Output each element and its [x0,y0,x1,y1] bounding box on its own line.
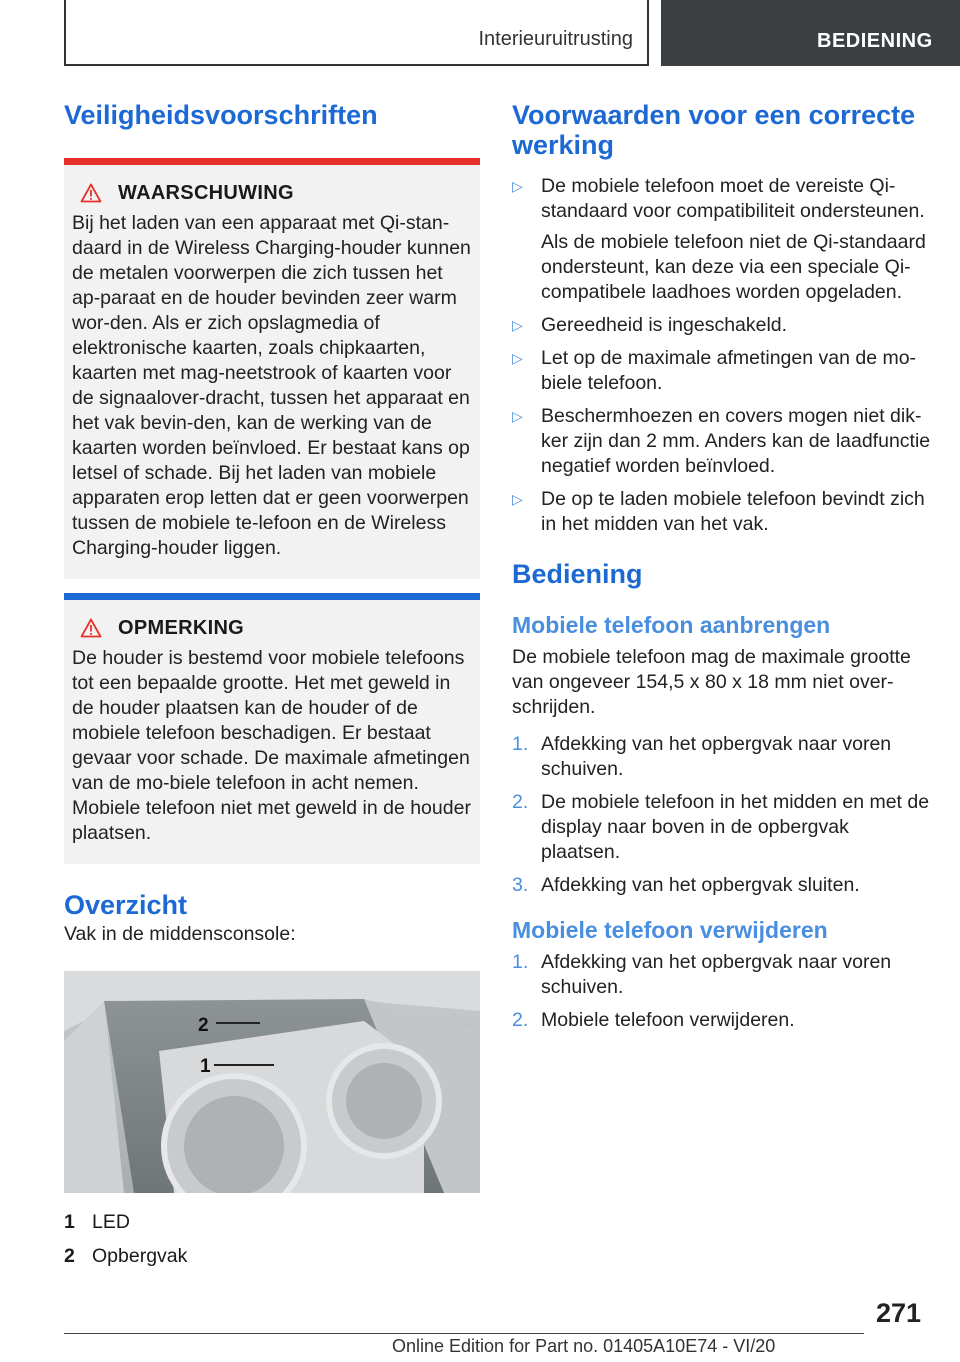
notice-text: De houder is bestemd voor mobiele telefoons tot een bepaalde grootte. Het met geweld in de houder plaatsen kan de houder of de mobiele telefoon beschadigen. Er bestaat gevaar voor schade. De maximale afmetingen van de mo-biele telefoon in acht nemen. Mobiele telefoon niet met geweld in de houder plaatsen. [72,647,471,844]
list-item [512,313,932,338]
list-item [512,950,932,1000]
figure-callout-2: 2 [198,1015,209,1036]
legend-text: Opbergvak [92,1245,188,1267]
triangle-bullet-icon: ▷ [512,178,523,194]
figure-legend [64,1205,480,1273]
footer-edition: Online Edition for Part no. 01405A10E74 - VI/20 [392,1336,776,1356]
list-item [512,346,932,396]
figure-callout-1: 1 [200,1056,211,1077]
condition-text: Gereedheid is ingeschakeld. [541,314,788,336]
operation-heading: Bediening [512,559,643,589]
insert-heading: Mobiele telefoon aanbrengen [512,612,831,638]
legend-number: 2 [64,1245,75,1267]
triangle-bullet-icon: ▷ [512,491,523,507]
condition-extra-text: Als de mobiele telefoon niet de Qi-standaard ondersteunt, kan deze via een speciale Qi-compatibele laadhoes worden opgeladen. [541,231,926,303]
overview-heading: Overzicht [64,890,188,920]
conditions-heading: Voorwaarden voor een correcte werking [512,100,916,160]
condition-text: De mobiele telefoon moet de vereiste Qi-standaard voor compatibiliteit ondersteunen. [541,175,925,222]
conditions-list [512,174,932,537]
legend-text: LED [92,1211,130,1233]
header-section-label: BEDIENING [817,30,933,52]
step-text: Mobiele telefoon verwijderen. [541,1009,795,1031]
condition-text: Let op de maximale afmetingen van de mo-biele telefoon. [541,347,917,394]
notice-box [64,593,480,864]
step-text: Afdekking van het opbergvak naar voren schuiven. [541,733,892,780]
safety-heading: Veiligheidsvoorschriften [64,100,378,130]
warning-text: Bij het laden van een apparaat met Qi-stan-daard in de Wireless Charging-houder kunnen de metalen voorwerpen die zich tussen het ap-paraat en de houder bevinden zeer warm wor-den. Als er zich opslagmedia of elektronische kaarten, zoals chipkaarten, kaarten met mag-neetstrook of kaarten voor de signaalover-dracht, tussen het apparaat en het vak bevin-den, kan de werking van de kaarten worden beïnvloed. Er bestaat kans op letsel of schade. Bij het laden van mobiele apparaten erop letten dat er geen voorwerpen tussen de mobiele te-lefoon en de Wireless Charging-houder liggen. [72,212,471,559]
legend-item [64,1239,480,1273]
list-item [512,1008,932,1033]
step-number: 2. [512,1009,529,1031]
list-item [512,404,932,479]
notice-triangle-icon [80,618,102,638]
step-number: 1. [512,733,529,755]
header-chapter-label: Interieuruitrusting [478,28,633,50]
overview-text: Vak in de middensconsole: [64,923,296,945]
remove-steps [512,950,932,1033]
condition-text: De op te laden mobiele telefoon bevindt zich in het midden van het vak. [541,488,925,535]
remove-heading: Mobiele telefoon verwijderen [512,917,828,943]
right-column [512,100,932,1041]
triangle-bullet-icon: ▷ [512,350,523,366]
footer-divider [64,1333,864,1334]
triangle-bullet-icon: ▷ [512,317,523,333]
triangle-bullet-icon: ▷ [512,408,523,424]
list-item [512,174,932,305]
left-column [64,100,480,1273]
insert-steps [512,732,932,898]
list-item [512,873,932,898]
step-number: 1. [512,951,529,973]
legend-number: 1 [64,1211,75,1233]
console-illustration [64,971,480,1193]
list-item [512,732,932,782]
warning-triangle-icon [80,183,102,203]
step-text: Afdekking van het opbergvak naar voren schuiven. [541,951,892,998]
step-text: De mobiele telefoon in het midden en met de display naar boven in de opbergvak plaatsen. [541,791,930,863]
page-number: 271 [876,1298,922,1328]
insert-text: De mobiele telefoon mag de maximale grootte van ongeveer 154,5 x 80 x 18 mm niet over-schrijden. [512,646,911,718]
step-number: 3. [512,874,529,896]
header-section-tab [661,0,960,66]
notice-label: OPMERKING [118,616,245,639]
warning-label: WAARSCHUWING [118,181,294,204]
legend-item [64,1205,480,1239]
list-item [512,790,932,865]
condition-text: Beschermhoezen en covers mogen niet dik-ker zijn dan 2 mm. Anders kan de laadfunctie negatief worden beïnvloed. [541,405,931,477]
warning-box [64,158,480,579]
console-figure [64,971,480,1193]
step-number: 2. [512,791,529,813]
list-item [512,487,932,537]
header-chapter-tab [64,0,649,66]
step-text: Afdekking van het opbergvak sluiten. [541,874,860,896]
